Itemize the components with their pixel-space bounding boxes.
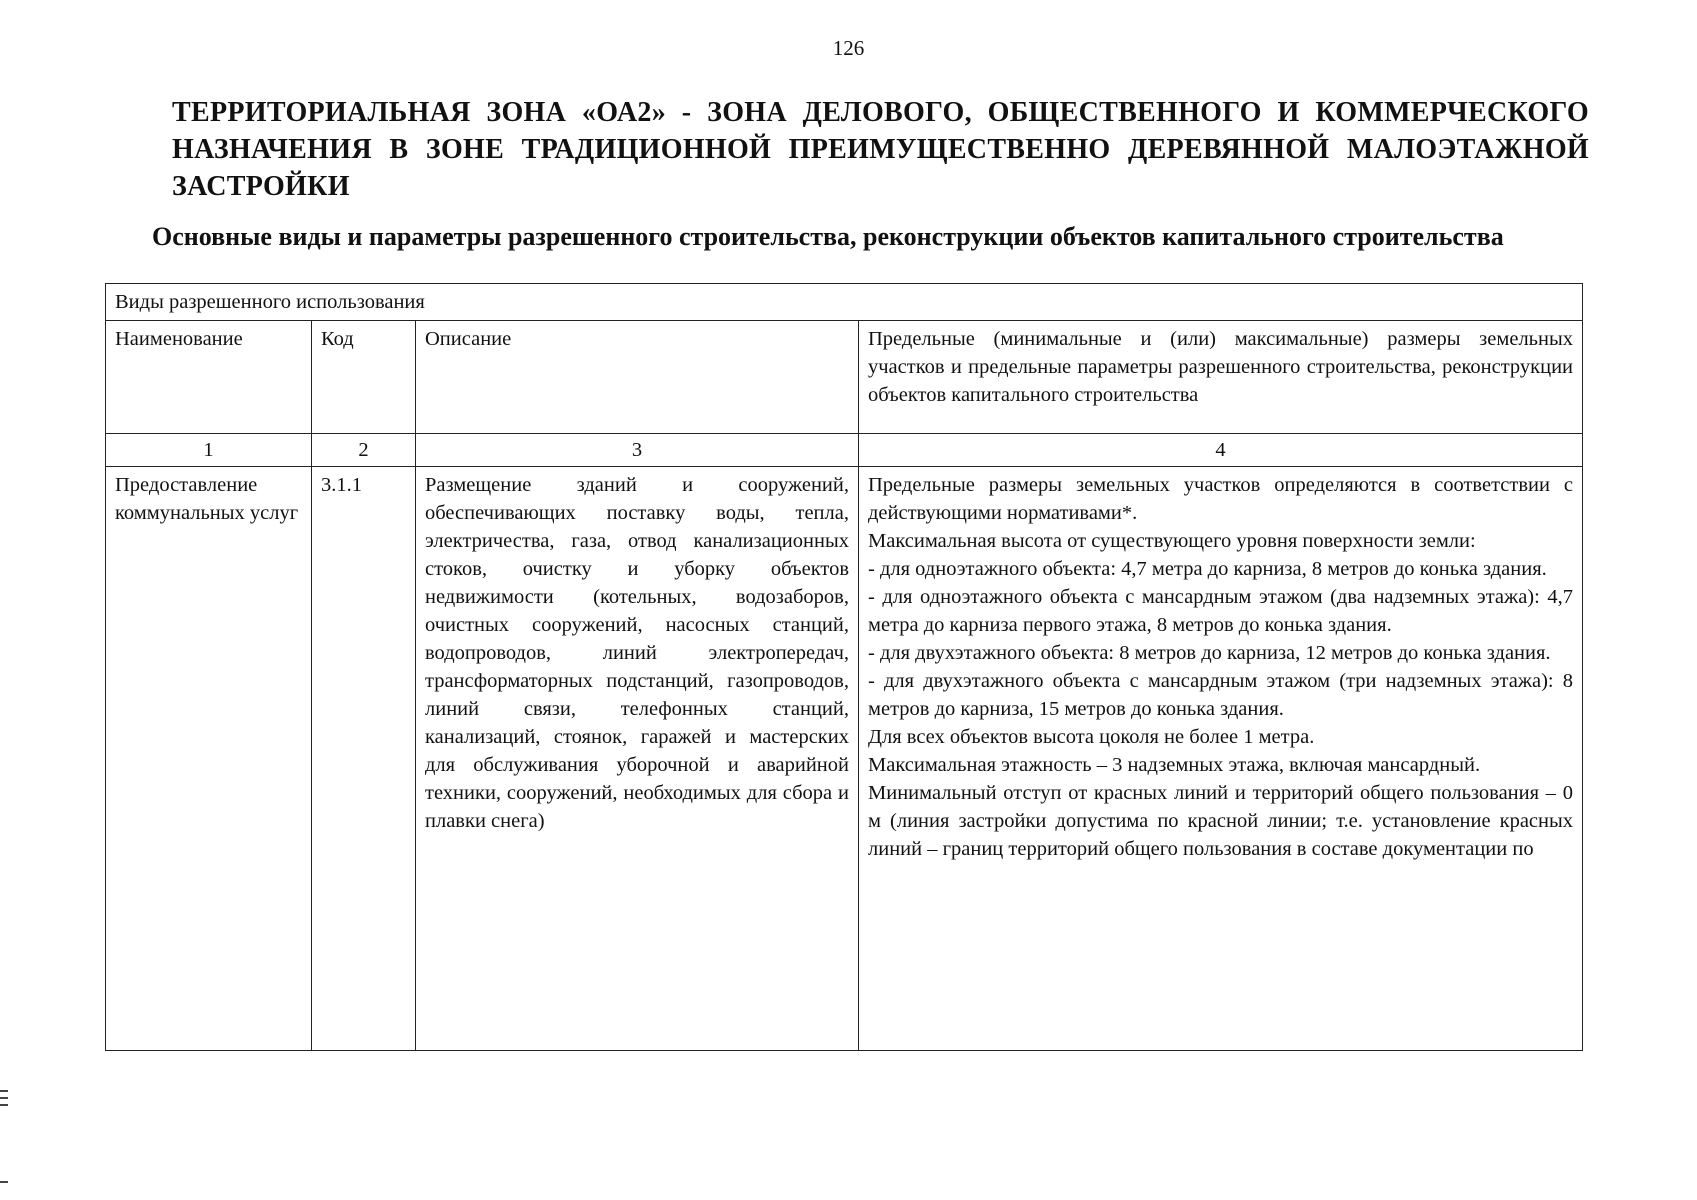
table-header-row xyxy=(106,321,1583,434)
scan-edge-mark xyxy=(0,1090,8,1092)
table-row xyxy=(106,467,1583,1051)
limits-paragraph: Максимальная этажность – 3 надземных этажа, включая мансардный. xyxy=(868,754,1481,776)
zone-title: ТЕРРИТОРИАЛЬНАЯ ЗОНА «ОА2» - ЗОНА ДЕЛОВОГО, ОБЩЕСТВЕННОГО И КОММЕРЧЕСКОГО НАЗНАЧЕНИЯ В ЗОНЕ ТРАДИЦИОННОЙ ПРЕИМУЩЕСТВЕННО ДЕРЕВЯННОЙ МАЛОЭТАЖНОЙ ЗАСТРОЙКИ xyxy=(172,97,1589,202)
use-name-cell: Предоставление коммунальных услуг xyxy=(106,467,312,1051)
column-number: 2 xyxy=(312,434,416,467)
limits-paragraph: Предельные размеры земельных участков определяются в соответствии с действующими нормативами*. xyxy=(868,474,1574,524)
header-code: Код xyxy=(312,321,416,434)
use-description-cell: Размещение зданий и сооружений, обеспечивающих поставку воды, тепла, электричества, газа, отвод канализационных стоков, очистку и уборку объектов недвижимости (котельных, водозаборов, очистных сооружений, насосных станций, водопроводов, линий электропередач, трансформаторных подстанций, газопроводов, линий связи, телефонных станций, канализаций, стоянок, гаражей и мастерских для обслуживания уборочной и аварийной техники, сооружений, необходимых для сбора и плавки снега) xyxy=(416,467,859,1051)
column-number-row xyxy=(106,434,1583,467)
header-name: Наименование xyxy=(106,321,312,434)
use-code-cell: 3.1.1 xyxy=(312,467,416,1051)
header-description: Описание xyxy=(416,321,859,434)
limits-paragraph: - для двухэтажного объекта: 8 метров до карниза, 12 метров до конька здания. xyxy=(868,642,1551,664)
permitted-uses-table xyxy=(105,283,1583,1051)
header-limits: Предельные (минимальные и (или) максимальные) размеры земельных участков и предельные параметры разрешенного строительства, реконструкции объектов капитального строительства xyxy=(859,321,1583,434)
limits-paragraph: Для всех объектов высота цоколя не более 1 метра. xyxy=(868,726,1315,748)
limits-paragraph: - для двухэтажного объекта с мансардным этажом (три надземных этажа): 8 метров до карниза, 15 метров до конька здания. xyxy=(868,670,1574,720)
limits-paragraph: - для одноэтажного объекта с мансардным этажом (два надземных этажа): 4,7 метра до карниза первого этажа, 8 метров до конька здания. xyxy=(868,586,1574,636)
scan-edge-mark xyxy=(0,1104,8,1106)
scan-edge-mark xyxy=(0,1097,8,1099)
column-number: 3 xyxy=(416,434,859,467)
column-number: 1 xyxy=(106,434,312,467)
page-number: 126 xyxy=(832,36,865,60)
group-header-cell: Виды разрешенного использования xyxy=(106,284,1583,321)
limits-paragraph: Минимальный отступ от красных линий и территорий общего пользования – 0 м (линия застройки допустима по красной линии; т.е. установление красных линий – границ территорий общего пользования в составе документации по xyxy=(868,782,1574,860)
scan-edge-mark xyxy=(0,1181,8,1183)
column-number: 4 xyxy=(859,434,1583,467)
limits-paragraph: Максимальная высота от существующего уровня поверхности земли: xyxy=(868,530,1476,552)
limits-paragraph: - для одноэтажного объекта: 4,7 метра до карниза, 8 метров до конька здания. xyxy=(868,558,1547,580)
use-limits-cell xyxy=(859,467,1583,1051)
section-title: Основные виды и параметры разрешенного строительства, реконструкции объектов капитального строительства xyxy=(152,222,1504,251)
table-group-header-row xyxy=(106,284,1583,321)
